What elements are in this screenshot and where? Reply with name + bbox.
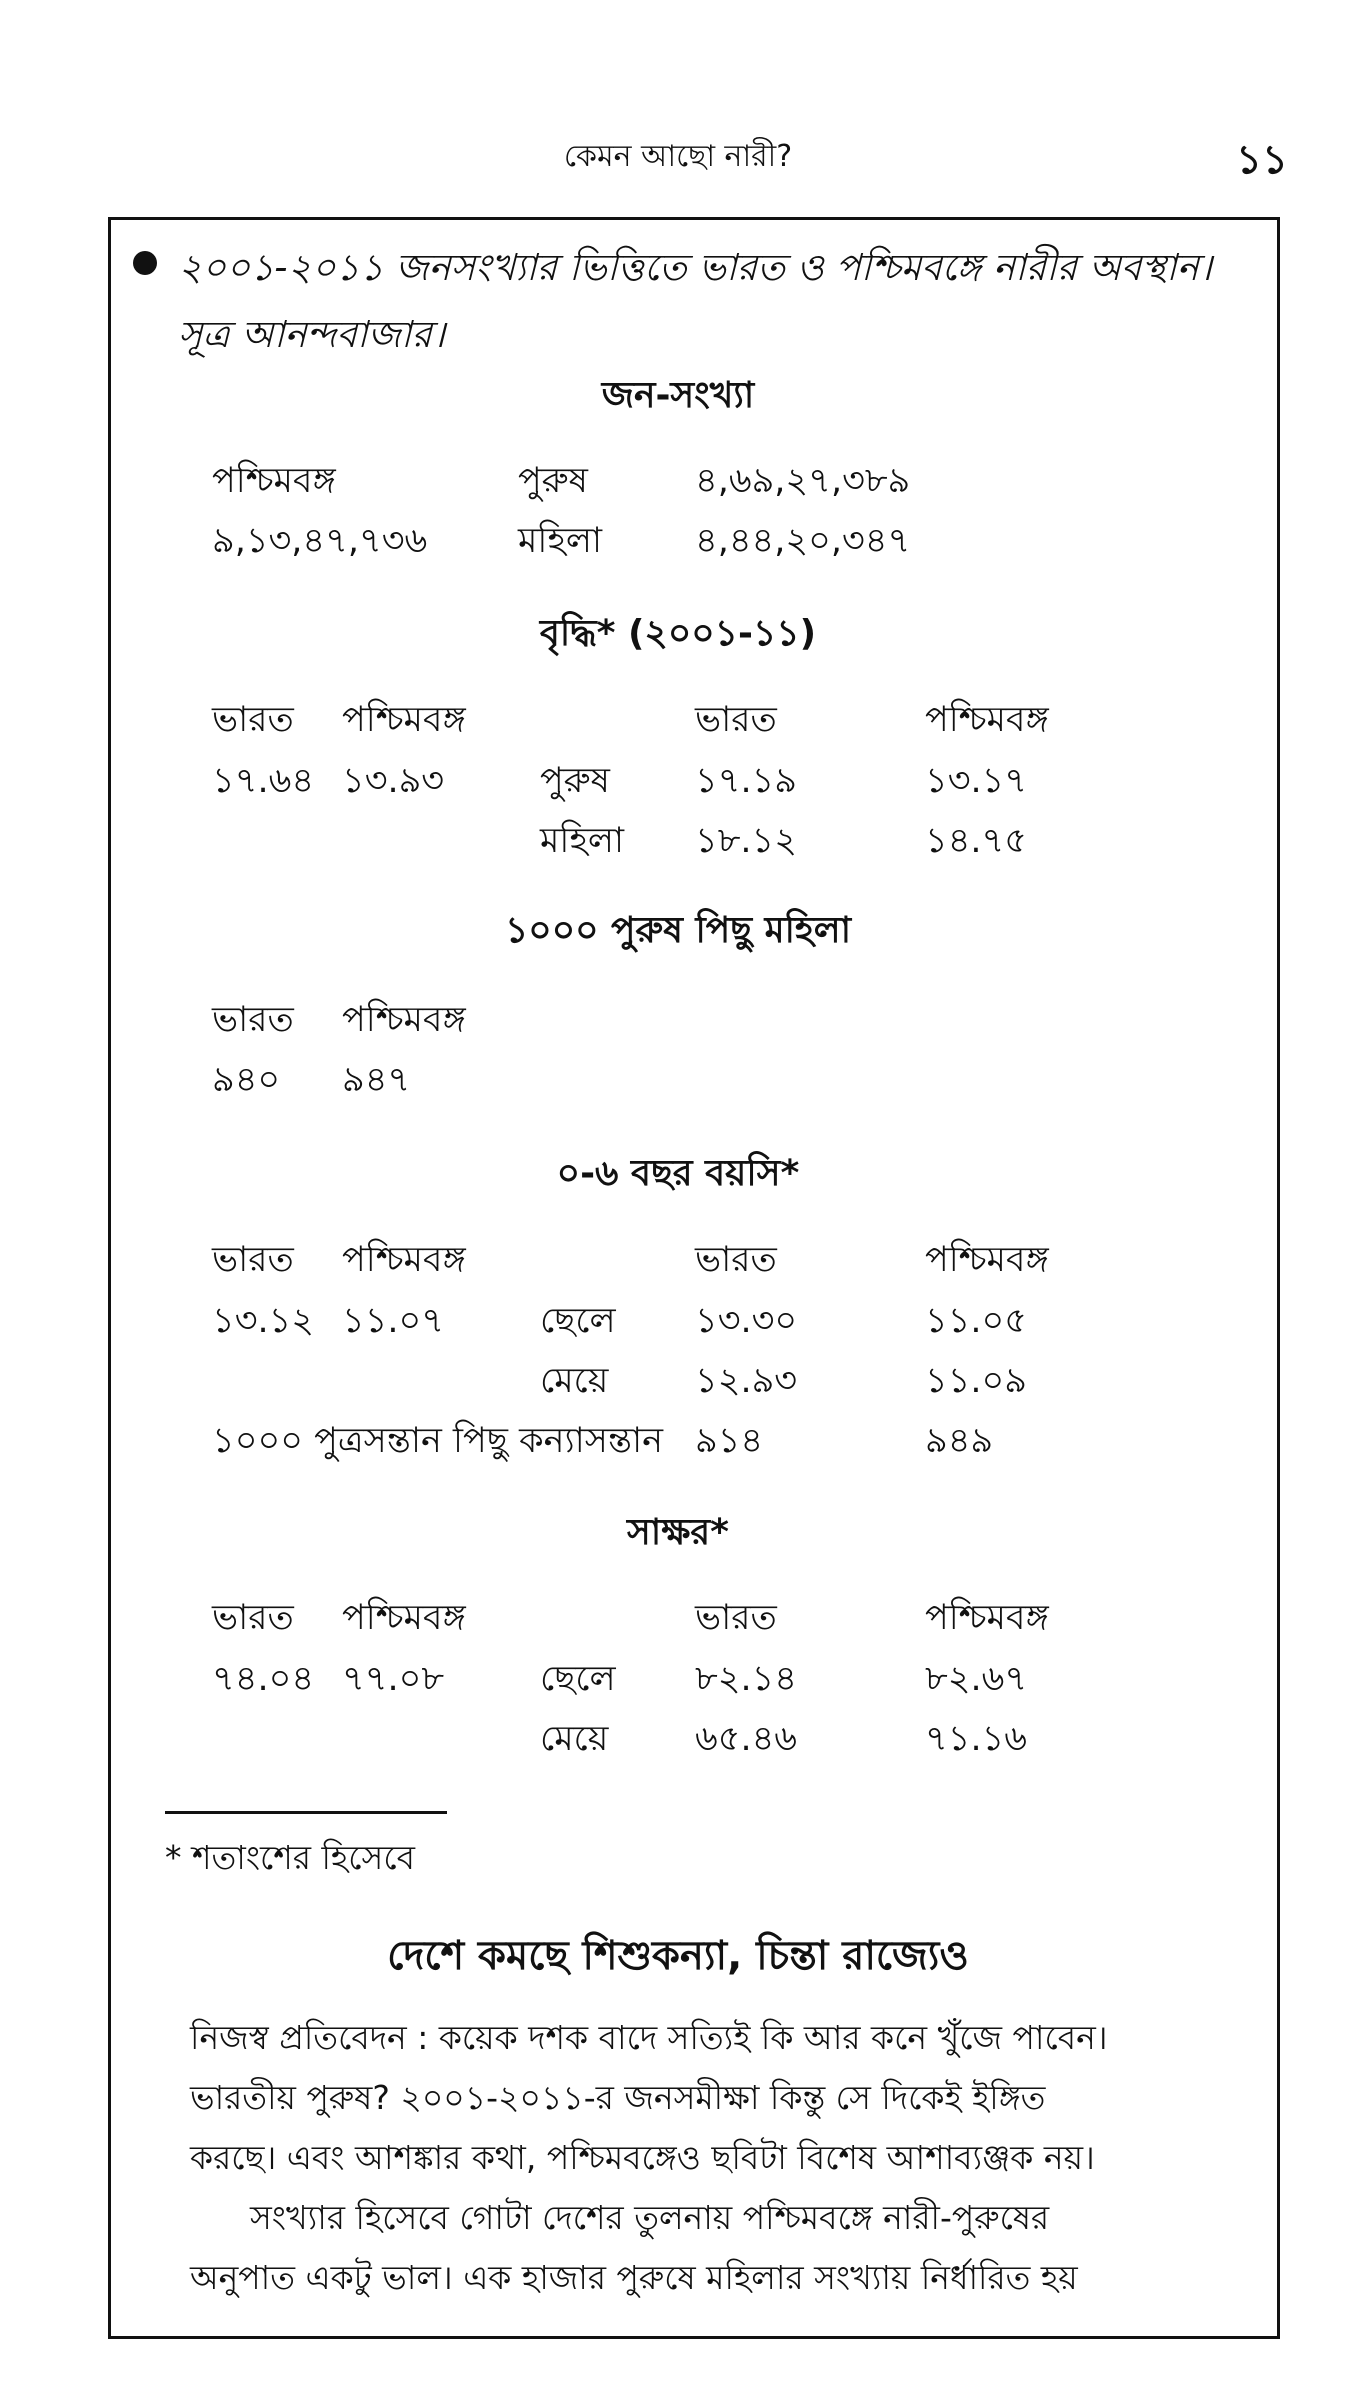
child-ratio-label: ১০০০ পুত্রসন্তান পিছু কন্যাসন্তান [212, 1421, 664, 1461]
literacy-row-india: ৮২.১৪ [695, 1659, 798, 1699]
sex-ratio-col-india: ভারত [212, 1000, 294, 1040]
growth-heading: বৃদ্ধি* (২০০১-১১) [539, 613, 817, 654]
child-col-wb-2: পশ্চিমবঙ্গ [925, 1240, 1049, 1280]
article-line: অনুপাত একটু ভাল। এক হাজার পুরুষে মহিলার সংখ্যায় নির্ধারিত হয় [190, 2258, 1078, 2297]
growth-col-india: ভারত [212, 700, 294, 740]
child-total-india: ১৩.১২ [212, 1301, 315, 1341]
child-ratio-india: ৯১৪ [695, 1421, 764, 1461]
growth-row-label: পুরুষ [540, 761, 610, 801]
literacy-col-india-2: ভারত [695, 1598, 777, 1638]
growth-total-wb: ১৩.৯৩ [342, 761, 445, 801]
bullet-icon [133, 251, 157, 275]
literacy-col-wb-2: পশ্চিমবঙ্গ [925, 1598, 1049, 1638]
literacy-total-india: ৭৪.০৪ [212, 1659, 315, 1699]
population-region: পশ্চিমবঙ্গ [212, 461, 336, 501]
growth-row-wb: ১৪.৭৫ [925, 821, 1028, 861]
article-title: দেশে কমছে শিশুকন্যা, চিন্তা রাজ্যেও [387, 1933, 969, 1979]
population-female-value: ৪,৪৪,২০,৩৪৭ [695, 521, 911, 561]
growth-total-india: ১৭.৬৪ [212, 761, 315, 801]
child-row-label: মেয়ে [540, 1361, 609, 1401]
population-male-value: ৪,৬৯,২৭,৩৮৯ [695, 461, 911, 501]
child-col-india: ভারত [212, 1240, 294, 1280]
literacy-row-india: ৬৫.৪৬ [695, 1719, 798, 1759]
growth-col-wb: পশ্চিমবঙ্গ [342, 700, 466, 740]
growth-row-india: ১৮.১২ [695, 821, 798, 861]
growth-row-india: ১৭.১৯ [695, 761, 798, 801]
intro-line-1: ২০০১-২০১১ জনসংখ্যার ভিত্তিতে ভারত ও পশ্চিমবঙ্গে নারীর অবস্থান। [178, 246, 1213, 289]
child-col-wb: পশ্চিমবঙ্গ [342, 1240, 466, 1280]
literacy-row-wb: ৮২.৬৭ [925, 1659, 1028, 1699]
population-total: ৯,১৩,৪৭,৭৩৬ [212, 521, 428, 561]
growth-row-label: মহিলা [540, 821, 625, 861]
child-ratio-wb: ৯৪৯ [925, 1421, 994, 1461]
population-male-label: পুরুষ [518, 461, 588, 501]
child-row-india: ১২.৯৩ [695, 1361, 798, 1401]
footnote: * শতাংশের হিসেবে [165, 1838, 415, 1877]
article-line: করছে। এবং আশঙ্কার কথা, পশ্চিমবঙ্গেও ছবিটা বিশেষ আশাব্যঞ্জক নয়। [190, 2138, 1095, 2177]
growth-col-wb-2: পশ্চিমবঙ্গ [925, 700, 1049, 740]
sex-ratio-wb: ৯৪৭ [342, 1060, 411, 1100]
child-row-wb: ১১.০৯ [925, 1361, 1028, 1401]
child-row-india: ১৩.৩০ [695, 1301, 798, 1341]
literacy-row-label: ছেলে [540, 1659, 616, 1699]
sex-ratio-col-wb: পশ্চিমবঙ্গ [342, 1000, 466, 1040]
literacy-total-wb: ৭৭.০৮ [342, 1659, 445, 1699]
growth-row-wb: ১৩.১৭ [925, 761, 1028, 801]
footnote-rule [165, 1811, 447, 1814]
article-line: নিজস্ব প্রতিবেদন : কয়েক দশক বাদে সত্যিই কি আর কনে খুঁজে পাবেন। [190, 2018, 1108, 2057]
sex-ratio-india: ৯৪০ [212, 1060, 281, 1100]
literacy-heading: সাক্ষর* [626, 1512, 729, 1553]
article-line: সংখ্যার হিসেবে গোটা দেশের তুলনায় পশ্চিমবঙ্গে নারী-পুরুষের [250, 2198, 1050, 2237]
child-heading: ০-৬ বছর বয়সি* [556, 1153, 800, 1194]
literacy-row-label: মেয়ে [540, 1719, 609, 1759]
literacy-col-wb: পশ্চিমবঙ্গ [342, 1598, 466, 1638]
child-row-label: ছেলে [540, 1301, 616, 1341]
population-female-label: মহিলা [518, 521, 603, 561]
page-number: ১১ [1236, 137, 1288, 183]
literacy-row-wb: ৭১.১৬ [925, 1719, 1028, 1759]
child-col-india-2: ভারত [695, 1240, 777, 1280]
population-heading: জন-সংখ্যা [601, 375, 755, 416]
running-header: কেমন আছো নারী? [563, 139, 793, 174]
literacy-col-india: ভারত [212, 1598, 294, 1638]
child-row-wb: ১১.০৫ [925, 1301, 1028, 1341]
growth-col-india-2: ভারত [695, 700, 777, 740]
sex-ratio-heading: ১০০০ পুরুষ পিছু মহিলা [504, 910, 852, 951]
article-line: ভারতীয় পুরুষ? ২০০১-২০১১-র জনসমীক্ষা কিন্তু সে দিকেই ইঙ্গিত [190, 2078, 1046, 2117]
child-total-wb: ১১.০৭ [342, 1301, 445, 1341]
intro-line-2: সূত্র আনন্দবাজার। [178, 313, 446, 356]
